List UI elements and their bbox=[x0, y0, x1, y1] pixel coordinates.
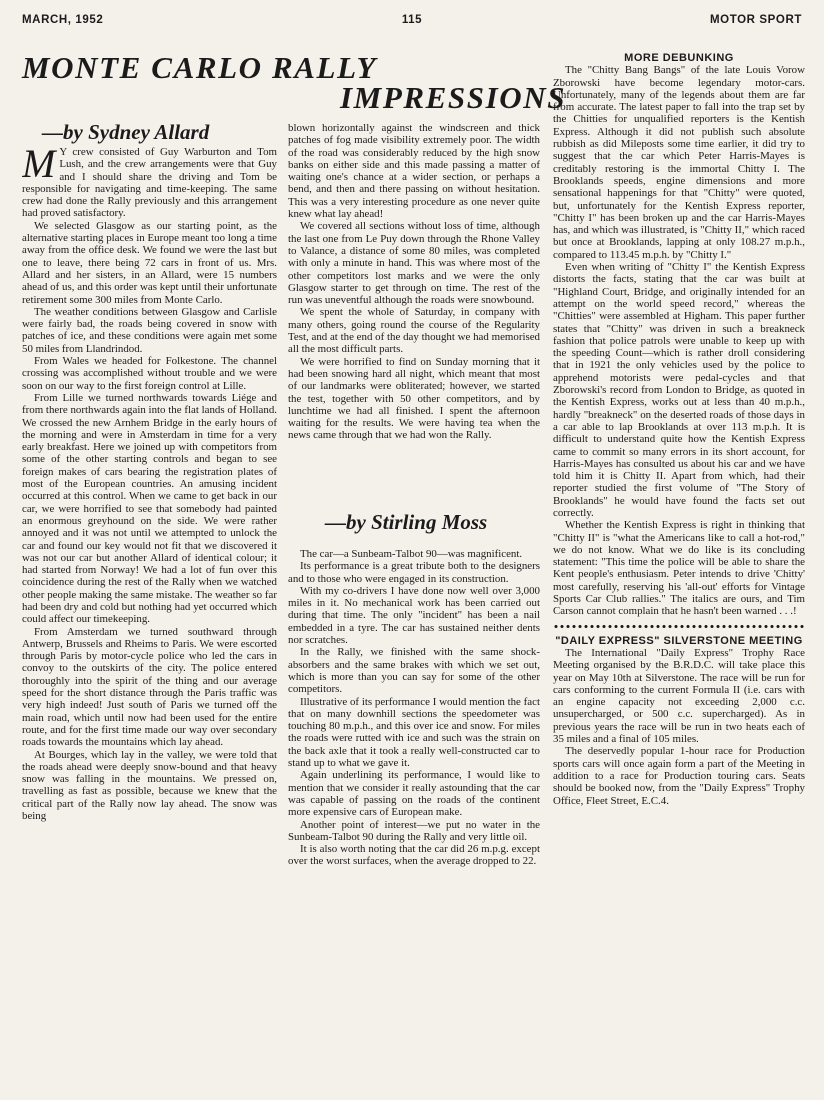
article-column-2-top bbox=[288, 122, 540, 482]
issue-date: MARCH, 1952 bbox=[22, 14, 104, 26]
paragraph: Its performance is a great tribute both to the designers and to those who were engaged in its construction. bbox=[288, 560, 540, 585]
paragraph: Whether the Kentish Express is right in thinking that "Chitty II" is "what the Americans like to call a hot-rod," we do not know. What we do like is its concluding statement: "This time the police will be able to share the Kent people's enthusiasm. Peter intends to drive 'Chitty' most carefully, reserving his 'all-out' efforts for Vintage Sports Car Club rallies." The italics are ours, and Tim Carson cannot complain that he hasn't been warned . . .! bbox=[553, 519, 805, 618]
drop-cap: M bbox=[22, 146, 56, 186]
paragraph: We selected Glasgow as our starting point, as the alternative starting places in Europe meant too long a time away from the office desk. We found we were the last but one to leave, there being 72 cars in front of us. Mrs. Allard and her sisters, in an Allard, were 15 numbers ahead of us, and this order was kept until their unfortunate retirement some 300 miles from Monte Carlo. bbox=[22, 219, 277, 306]
paragraph: With my co-drivers I have done now well over 3,000 miles in it. No mechanical work has been carried out during that time. The only "incident" has been a nail embedded in a tyre. The car has sustained neither dents nor scratches. bbox=[288, 584, 540, 647]
paragraph: We were horrified to find on Sunday morning that it had been snowing hard all night, which meant that most of our landmarks were obliterated; however, we started the test, together with 50 other competitors, and by lunchtime we had all finished. I spent the afternoon waiting for the results. We were having tea when the news came through that we had won the Rally. bbox=[288, 355, 540, 442]
paragraph: The deservedly popular 1-hour race for Production sports cars will once again form a part of the Meeting in addition to a race for Production touring cars. Seats should be booked now, from the "Daily Express" Trophy Office, Fleet Street, E.C.4. bbox=[553, 745, 805, 807]
paragraph: The weather conditions between Glasgow and Carlisle were fairly bad, the roads being covered in snow with patches of ice, and these conditions were again met some 50 miles from Llandrindod. bbox=[22, 305, 277, 355]
paragraph: From Amsterdam we turned southward through Antwerp, Brussels and Rheims to Paris. We were escorted through Paris by motor-cycle police who led the cars in convoy to the outskirts of the city. The police entered thoroughly into the spirit of the thing and our average speed for the short distance through the Paris traffic was very high indeed! Just south of Paris we turned off the main road, which until now had been used for the entire route, and for the first time made our way over secondary roads towards the mountains which lay ahead. bbox=[22, 625, 277, 749]
sidebar-column-3 bbox=[553, 52, 805, 1090]
article-title-line1: MONTE CARLO RALLY bbox=[22, 50, 378, 85]
paragraph: Another point of interest—we put no water in the Sunbeam-Talbot 90 during the Rally and very little oil. bbox=[288, 818, 540, 843]
paragraph: Illustrative of its performance I would mention the fact that on many downhill sections the speedometer was touching 80 m.p.h., and this over ice and snow. For miles the roads were rutted with ice and such was the strain on the back axle that it took a really well-constructed car to stand up to what we gave it. bbox=[288, 695, 540, 770]
paragraph: Even when writing of "Chitty I" the Kentish Express distorts the facts, stating that the car was built at "Highland Court, Bridge, and originally intended for an attempt on the world speed record," whereas the "Chitties" were assembled at Higham. This paper further states that "Chitty" was driven in such a breakneck fashion that police patrols were unable to keep up with the speeding Count—which is rather droll considering that in 1921 the only vehicles used by the police to apprehend motorists were pedal-cycles and that Zborowski's record from London to Bridge, as quoted in the Kentish Express, works out at less than 40 m.p.h., hardly "breakneck" on the deserted roads of those days in a car able to lap Brooklands at over 113 m.p.h. It is difficult to understand quite how the Kentish Express came to commit so many errors in its short account, for Harris-Mayes has consulted us about his car and we have told him it is Chitty II. Apart from which, had their reporter studied the first volume of "The Story of Brooklands" he would have found the facts set out correctly. bbox=[553, 261, 805, 519]
paragraph: The International "Daily Express" Trophy Race Meeting organised by the B.R.D.C. will take place this year on May 10th at Silverstone. The race will be run for cars conforming to the current Formula II (i.e. cars with an engine capacity not exceeding 2,000 c.c. unsupercharged, or 500 c.c. supercharged). As in previous years the race will be run in two heats each of 35 miles and a final of 105 miles. bbox=[553, 646, 805, 746]
paragraph: The car—a Sunbeam-Talbot 90—was magnificent. bbox=[300, 548, 523, 560]
page-number: 115 bbox=[401, 14, 423, 26]
paragraph: blown horizontally against the windscreen and thick patches of fog made visibility extremely poor. The width of the road was considerably reduced by the high snow banks on either side and this made passing a matter of waiting one's chance at a wider section, or perhaps a bend, and then and there passing on without hesitation. This was a very interesting procedure as one never quite knew what lay ahead! bbox=[288, 122, 540, 221]
dotted-divider bbox=[553, 624, 805, 629]
article-title-line2: IMPRESSIONS bbox=[340, 80, 567, 115]
article-column-2-bottom bbox=[288, 548, 540, 1090]
more-debunking-heading: MORE DEBUNKING bbox=[624, 52, 734, 64]
paragraph: At Bourges, which lay in the valley, we were told that the roads ahead were deeply snow-bound and that heavy snow was falling in the mountains. We pressed on, travelling as fast as possible, because we knew that the critical part of the Rally now lay ahead. The snow was being bbox=[22, 748, 277, 823]
magazine-name: MOTOR SPORT bbox=[709, 14, 802, 26]
article-column-1 bbox=[22, 146, 277, 1090]
paragraph: It is also worth noting that the car did 26 m.p.g. except over the worst surfaces, when the average dropped to 22. bbox=[288, 843, 540, 868]
paragraph: In the Rally, we finished with the same shock-absorbers and the same brakes with which we set out, which is more than you can say for some of the other competitors. bbox=[288, 646, 540, 696]
byline-moss: —by Stirling Moss bbox=[325, 510, 488, 534]
byline-allard: —by Sydney Allard bbox=[42, 120, 210, 144]
paragraph: From Lille we turned northwards towards Liége and from there northwards again into the flat lands of Holland. We crossed the new Arnhem Bridge in the early hours of the morning and were in Amsterdam in time for a very early breakfast. Here we joined up with competitors from some of the other starting controls and began to see foreign makes of cars bearing the registration plates of most of the European countries. An amusing incident occurred at this control. When we came to get back in our car, we were horrified to see that somebody had painted an enormous greyhound on the side. We were rather annoyed and it was not until we attempted to unlock the car and found our key would not fit that we discovered it was not our car but another Allard of identical colour; it had started from Norway! We had a lot of fun over this coincidence during the rest of the Rally when we watched other people making the same mistake. The weather so far had been dry and cold but nothing had yet occurred which could affect our timekeeping. bbox=[22, 391, 277, 626]
page-header bbox=[22, 14, 802, 34]
paragraph: We covered all sections without loss of time, although the last one from Le Puy down through the Rhone Valley to Valance, a distance of some 80 miles, was completed with only a minute in hand. This was where most of the other competitors lost marks and we were the only Glasgow starter to get through on time. The rest of the run was uneventful although the roads were snowbound. bbox=[288, 220, 540, 307]
paragraph: The "Chitty Bang Bangs" of the late Louis Vorow Zborowski have become legendary motor-cars. Unfortunately, many of the legends about them are far from accurate. The latest paper to fall into the trap set by the Chitties for unqualified reporters is the Kentish Express. Although it did not publish such absolute rubbish as did Mileposts some time earlier, it did try to suggest that the car which Peter Harris-Mayes is creditably restoring is the immortal Chitty I. The Brooklands speeds, engine dimensions and more sensational happenings for that "Chitty" were quoted, but, unfortunately for the Kentish Express reporter, "Chitty I" has been broken up and the car Harris-Mayes has, and which was illustrated, is "Chitty II," which raced but once at Brooklands, lapping at only 108.27 m.p.h., compared to 113.45 m.p.h. by "Chitty I." bbox=[553, 64, 805, 261]
paragraph: Again underlining its performance, I would like to mention that we consider it really astounding that the car was capable of passing on the roads of the continent more expensive cars of European make. bbox=[288, 769, 540, 819]
paragraph: M Y crew consisted of Guy Warburton and Tom Lush, and the crew arrangements were that Guy and I should share the driving and Tom be responsible for navigating and time-keeping. The same crew had done the Rally previously and this arrangement had proved satisfactory. bbox=[22, 146, 277, 220]
paragraph: We spent the whole of Saturday, in company with many others, going round the course of the Regularity Test, and at the end of the day thought we had memorised all the most difficult parts. bbox=[288, 306, 540, 356]
paragraph: From Wales we headed for Folkestone. The channel crossing was accomplished without trouble and we were soon on our way to the first foreign control at Lille. bbox=[22, 355, 277, 392]
silverstone-heading: "DAILY EXPRESS" SILVERSTONE MEETING bbox=[555, 634, 803, 647]
